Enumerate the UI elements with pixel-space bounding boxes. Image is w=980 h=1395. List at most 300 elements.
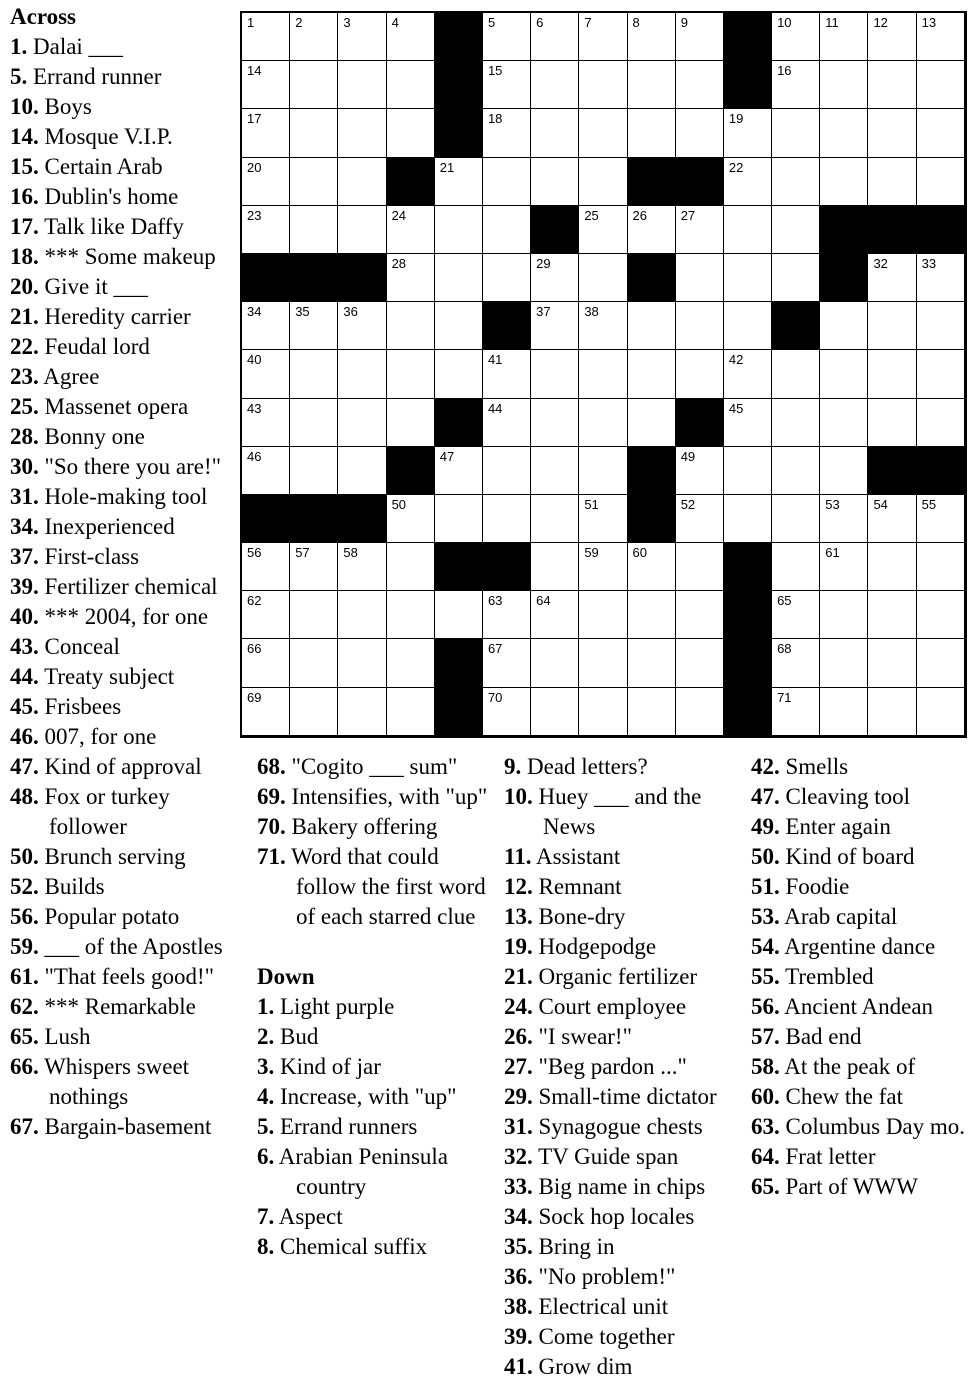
grid-cell[interactable]	[676, 591, 724, 639]
clue-text: Bone-dry	[532, 904, 626, 929]
grid-cell[interactable]	[868, 13, 916, 61]
grid-cell[interactable]	[676, 350, 724, 398]
across-clue	[10, 632, 235, 662]
grid-cell[interactable]	[868, 350, 916, 398]
grid-cell[interactable]	[772, 399, 820, 447]
cell-number: 1	[247, 15, 255, 30]
grid-cell[interactable]	[435, 591, 483, 639]
down-clue	[504, 1202, 749, 1232]
cell-number: 44	[487, 400, 503, 416]
cell-number: 69	[247, 689, 262, 705]
clue-text: Errand runners	[274, 1114, 418, 1139]
cell-number: 28	[391, 255, 407, 271]
clue-text: Treaty subject	[38, 664, 175, 689]
down-clue	[257, 1232, 497, 1262]
grid-cell[interactable]	[820, 350, 868, 398]
grid-cell[interactable]	[579, 302, 627, 350]
grid-cell[interactable]	[435, 254, 483, 302]
grid-cell[interactable]	[820, 61, 868, 109]
grid-cell[interactable]	[917, 688, 965, 736]
grid-cell[interactable]	[628, 109, 676, 157]
grid-cell[interactable]	[579, 61, 627, 109]
clue-number: 46.	[10, 724, 39, 749]
grid-cell[interactable]	[242, 350, 290, 398]
grid-cell[interactable]	[290, 206, 338, 254]
black-square	[338, 495, 386, 543]
grid-cell[interactable]	[917, 495, 965, 543]
black-square	[242, 254, 290, 302]
grid-cell[interactable]	[338, 399, 386, 447]
grid-cell[interactable]	[676, 639, 724, 687]
cell-number: 10	[777, 15, 792, 30]
clue-number: 61.	[10, 964, 39, 989]
grid-cell[interactable]	[290, 61, 338, 109]
clue-text: Arab capital	[779, 904, 898, 929]
grid-cell[interactable]	[917, 254, 965, 302]
clue-text: Enter again	[779, 814, 891, 839]
grid-cell[interactable]	[242, 591, 290, 639]
grid-cell[interactable]	[290, 302, 338, 350]
grid-cell[interactable]	[483, 350, 531, 398]
grid-cell[interactable]	[772, 495, 820, 543]
grid-cell[interactable]	[579, 688, 627, 736]
grid-cell[interactable]	[772, 13, 820, 61]
grid-cell[interactable]	[483, 109, 531, 157]
grid-cell[interactable]	[868, 399, 916, 447]
grid-cell[interactable]	[387, 302, 435, 350]
grid-cell[interactable]	[579, 158, 627, 206]
clue-number: 55.	[751, 964, 780, 989]
grid-cell[interactable]	[531, 350, 579, 398]
grid-cell[interactable]	[917, 543, 965, 591]
grid-cell[interactable]	[387, 591, 435, 639]
grid-cell[interactable]	[579, 206, 627, 254]
grid-cell[interactable]	[531, 543, 579, 591]
grid-cell[interactable]	[579, 495, 627, 543]
grid-cell[interactable]	[483, 254, 531, 302]
down-clue	[751, 1172, 976, 1202]
grid-cell[interactable]	[242, 639, 290, 687]
down-clue	[504, 992, 749, 1022]
grid-cell[interactable]	[242, 206, 290, 254]
grid-cell[interactable]	[820, 591, 868, 639]
clue-number: 71.	[257, 844, 286, 869]
grid-cell[interactable]	[338, 302, 386, 350]
clue-number: 56.	[10, 904, 39, 929]
clue-number: 34.	[10, 514, 39, 539]
grid-cell[interactable]	[917, 591, 965, 639]
grid-cell[interactable]	[868, 543, 916, 591]
clue-number: 43.	[10, 634, 39, 659]
grid-cell[interactable]	[772, 591, 820, 639]
grid-cell[interactable]	[483, 13, 531, 61]
grid-cell[interactable]	[772, 688, 820, 736]
grid-cell[interactable]	[290, 158, 338, 206]
grid-cell[interactable]	[724, 254, 772, 302]
grid-cell[interactable]	[676, 688, 724, 736]
grid-cell[interactable]	[290, 350, 338, 398]
grid-cell[interactable]	[676, 206, 724, 254]
grid-cell[interactable]	[868, 639, 916, 687]
grid-cell[interactable]	[290, 399, 338, 447]
down-clue	[257, 1052, 497, 1082]
grid-cell[interactable]	[917, 61, 965, 109]
grid-cell[interactable]	[917, 399, 965, 447]
grid-cell[interactable]	[820, 543, 868, 591]
down-clue	[257, 1202, 497, 1232]
grid-cell[interactable]	[868, 158, 916, 206]
grid-cell[interactable]	[628, 591, 676, 639]
grid-cell[interactable]	[338, 109, 386, 157]
grid-cell[interactable]	[676, 254, 724, 302]
clue-text: Feudal lord	[38, 334, 150, 359]
grid-cell[interactable]	[531, 302, 579, 350]
grid-cell[interactable]	[820, 639, 868, 687]
grid-cell[interactable]	[628, 350, 676, 398]
across-clue	[10, 302, 235, 332]
grid-cell[interactable]	[724, 495, 772, 543]
cell-number: 13	[921, 15, 937, 30]
grid-cell[interactable]	[868, 591, 916, 639]
clue-number: 20.	[10, 274, 39, 299]
grid-cell[interactable]	[772, 158, 820, 206]
cell-number: 16	[777, 63, 792, 79]
grid-cell[interactable]	[531, 495, 579, 543]
grid-cell[interactable]	[387, 254, 435, 302]
clue-text: *** 2004, for one	[38, 604, 209, 629]
grid-cell[interactable]	[483, 688, 531, 736]
grid-cell[interactable]	[579, 350, 627, 398]
grid-cell[interactable]	[483, 61, 531, 109]
cell-number: 64	[536, 593, 551, 609]
grid-cell[interactable]	[724, 158, 772, 206]
grid-cell[interactable]	[772, 109, 820, 157]
grid-cell[interactable]	[724, 302, 772, 350]
grid-cell[interactable]	[387, 688, 435, 736]
grid-cell[interactable]	[290, 688, 338, 736]
grid-cell[interactable]	[676, 543, 724, 591]
grid-cell[interactable]	[917, 302, 965, 350]
grid-cell[interactable]	[628, 61, 676, 109]
across-clue	[10, 92, 235, 122]
clue-number: 35.	[504, 1234, 533, 1259]
grid-cell[interactable]	[483, 399, 531, 447]
grid-cell[interactable]	[387, 13, 435, 61]
clue-column-3	[751, 752, 976, 1202]
clue-text: Mosque V.I.P.	[38, 124, 173, 149]
black-square	[820, 254, 868, 302]
grid-cell[interactable]	[820, 399, 868, 447]
grid-cell[interactable]	[435, 350, 483, 398]
grid-cell[interactable]	[820, 447, 868, 495]
grid-cell[interactable]	[917, 350, 965, 398]
grid-cell[interactable]	[242, 543, 290, 591]
grid-cell[interactable]	[724, 350, 772, 398]
clue-text: Come together	[532, 1324, 675, 1349]
grid-cell[interactable]	[579, 639, 627, 687]
clue-number: 15.	[10, 154, 39, 179]
clue-number: 70.	[257, 814, 286, 839]
clue-number: 68.	[257, 754, 286, 779]
down-clues-part-1	[257, 992, 497, 1262]
grid-cell[interactable]	[772, 254, 820, 302]
grid-cell[interactable]	[628, 639, 676, 687]
cell-number: 60	[632, 545, 647, 561]
across-clue	[10, 32, 235, 62]
grid-cell[interactable]	[772, 206, 820, 254]
down-clue	[751, 782, 976, 812]
grid-cell[interactable]	[676, 447, 724, 495]
down-clue	[504, 1322, 749, 1352]
grid-cell[interactable]	[579, 591, 627, 639]
clue-text: Brunch serving	[38, 844, 186, 869]
grid-cell[interactable]	[338, 639, 386, 687]
grid-cell[interactable]	[290, 543, 338, 591]
grid-cell[interactable]	[868, 109, 916, 157]
grid-cell[interactable]	[242, 302, 290, 350]
grid-cell[interactable]	[579, 109, 627, 157]
grid-cell[interactable]	[531, 109, 579, 157]
grid-cell[interactable]	[387, 399, 435, 447]
grid-cell[interactable]	[242, 109, 290, 157]
grid-cell[interactable]	[242, 688, 290, 736]
grid-cell[interactable]	[628, 543, 676, 591]
grid-cell[interactable]	[338, 158, 386, 206]
cell-number: 70	[487, 689, 503, 705]
across-clue-list	[10, 2, 235, 1142]
grid-cell[interactable]	[724, 447, 772, 495]
down-clue	[504, 1142, 749, 1172]
across-clue	[10, 272, 235, 302]
clue-text: Sock hop locales	[532, 1204, 695, 1229]
grid-cell[interactable]	[531, 399, 579, 447]
grid-cell[interactable]	[242, 61, 290, 109]
grid-cell[interactable]	[579, 13, 627, 61]
down-clue	[257, 1112, 497, 1142]
grid-cell[interactable]	[242, 13, 290, 61]
grid-cell[interactable]	[868, 254, 916, 302]
grid-cell[interactable]	[676, 495, 724, 543]
clue-text: Organic fertilizer	[532, 964, 698, 989]
cell-number: 9	[680, 15, 688, 30]
across-clue	[10, 1052, 235, 1112]
cell-number: 57	[295, 545, 310, 561]
grid-cell[interactable]	[290, 591, 338, 639]
grid-cell[interactable]	[676, 13, 724, 61]
grid-cell[interactable]	[290, 109, 338, 157]
cell-number: 40	[247, 352, 262, 368]
grid-cell[interactable]	[868, 302, 916, 350]
clue-text: "That feels good!"	[38, 964, 215, 989]
grid-cell[interactable]	[387, 543, 435, 591]
black-square	[435, 61, 483, 109]
cell-number: 65	[777, 593, 792, 609]
across-clues	[10, 32, 235, 1142]
grid-cell[interactable]	[338, 61, 386, 109]
grid-cell[interactable]	[531, 447, 579, 495]
grid-cell[interactable]	[435, 158, 483, 206]
grid-cell[interactable]	[483, 447, 531, 495]
grid-cell[interactable]	[435, 495, 483, 543]
grid-cell[interactable]	[290, 447, 338, 495]
grid-cell[interactable]	[338, 206, 386, 254]
grid-cell[interactable]	[242, 158, 290, 206]
grid-cell[interactable]	[868, 495, 916, 543]
grid-cell[interactable]	[387, 206, 435, 254]
across-clue	[10, 62, 235, 92]
grid-cell[interactable]	[531, 61, 579, 109]
grid-cell[interactable]	[387, 350, 435, 398]
grid-cell[interactable]	[772, 543, 820, 591]
grid-cell[interactable]	[676, 302, 724, 350]
grid-cell[interactable]	[772, 61, 820, 109]
clue-number: 37.	[10, 544, 39, 569]
grid-cell[interactable]	[676, 109, 724, 157]
across-clue	[10, 962, 235, 992]
grid-cell[interactable]	[917, 158, 965, 206]
across-clue	[10, 152, 235, 182]
grid-cell[interactable]	[531, 158, 579, 206]
cell-number: 49	[680, 448, 696, 464]
grid-cell[interactable]	[338, 591, 386, 639]
grid-cell[interactable]	[531, 254, 579, 302]
grid-cell[interactable]	[338, 688, 386, 736]
grid-cell[interactable]	[868, 61, 916, 109]
clue-text: Talk like Daffy	[38, 214, 184, 239]
black-square	[435, 109, 483, 157]
grid-cell[interactable]	[338, 350, 386, 398]
cell-number: 59	[584, 545, 599, 561]
grid-cell[interactable]	[483, 158, 531, 206]
grid-cell[interactable]	[435, 447, 483, 495]
down-clue	[504, 1262, 749, 1292]
down-clue	[504, 1112, 749, 1142]
clue-text: Huey ___ and the News	[532, 784, 702, 839]
cell-number: 62	[247, 593, 262, 609]
grid-cell[interactable]	[579, 447, 627, 495]
grid-cell[interactable]	[242, 399, 290, 447]
grid-cell[interactable]	[676, 61, 724, 109]
grid-cell[interactable]	[483, 495, 531, 543]
down-clue	[751, 902, 976, 932]
grid-cell[interactable]	[290, 639, 338, 687]
grid-cell[interactable]	[724, 399, 772, 447]
grid-cell[interactable]	[579, 543, 627, 591]
across-clue	[10, 752, 235, 782]
grid-cell[interactable]	[242, 447, 290, 495]
grid-cell[interactable]	[917, 13, 965, 61]
across-clue	[10, 842, 235, 872]
grid-cell[interactable]	[387, 495, 435, 543]
cell-number: 7	[584, 15, 592, 30]
cell-number: 2	[295, 15, 303, 30]
grid-cell[interactable]	[628, 13, 676, 61]
grid-cell[interactable]	[387, 109, 435, 157]
cell-number: 33	[921, 255, 937, 271]
grid-cell[interactable]	[579, 399, 627, 447]
clue-text: Synagogue chests	[532, 1114, 703, 1139]
cell-number: 30	[632, 255, 647, 271]
clue-text: Agree	[38, 364, 100, 389]
grid-cell[interactable]	[483, 206, 531, 254]
down-clue	[504, 1082, 749, 1112]
clue-number: 56.	[751, 994, 780, 1019]
grid-cell[interactable]	[820, 495, 868, 543]
grid-cell[interactable]	[435, 302, 483, 350]
grid-cell[interactable]	[724, 206, 772, 254]
grid-cell[interactable]	[820, 109, 868, 157]
clue-number: 49.	[751, 814, 780, 839]
grid-cell[interactable]	[724, 109, 772, 157]
clue-text: Bud	[274, 1024, 319, 1049]
grid-cell[interactable]	[531, 639, 579, 687]
grid-cell[interactable]	[820, 688, 868, 736]
grid-cell[interactable]	[820, 302, 868, 350]
grid-cell[interactable]	[531, 591, 579, 639]
grid-cell[interactable]	[387, 639, 435, 687]
across-clue	[10, 482, 235, 512]
across-clue	[10, 1112, 235, 1142]
grid-cell[interactable]	[628, 302, 676, 350]
clue-text: TV Guide span	[532, 1144, 679, 1169]
down-clue	[504, 872, 749, 902]
clue-text: Court employee	[532, 994, 687, 1019]
clue-number: 64.	[751, 1144, 780, 1169]
grid-cell[interactable]	[628, 399, 676, 447]
across-clue	[10, 542, 235, 572]
clue-number: 31.	[504, 1114, 533, 1139]
clue-number: 50.	[751, 844, 780, 869]
cell-number: 54	[873, 496, 888, 512]
clue-number: 5.	[10, 64, 28, 89]
grid-cell[interactable]	[435, 206, 483, 254]
clue-column-2	[504, 752, 749, 1382]
grid-cell[interactable]	[483, 591, 531, 639]
grid-cell[interactable]	[338, 447, 386, 495]
clue-number: 25.	[10, 394, 39, 419]
clue-text: Bring in	[532, 1234, 615, 1259]
down-clue	[751, 932, 976, 962]
grid-cell[interactable]	[628, 688, 676, 736]
clue-text: Argentine dance	[779, 934, 936, 959]
grid-cell[interactable]	[531, 688, 579, 736]
cell-number: 20	[247, 159, 262, 175]
grid-cell[interactable]	[387, 61, 435, 109]
grid-cell[interactable]	[772, 350, 820, 398]
grid-cell[interactable]	[483, 639, 531, 687]
grid-cell[interactable]	[628, 206, 676, 254]
down-clue	[751, 1112, 976, 1142]
grid-cell[interactable]	[531, 13, 579, 61]
grid-cell[interactable]	[917, 639, 965, 687]
grid-cell[interactable]	[290, 13, 338, 61]
grid-cell[interactable]	[338, 13, 386, 61]
clue-text: Foodie	[779, 874, 850, 899]
cell-number: 15	[487, 63, 503, 79]
grid-cell[interactable]	[579, 254, 627, 302]
grid-cell[interactable]	[772, 639, 820, 687]
grid-cell[interactable]	[820, 13, 868, 61]
clue-number: 12.	[504, 874, 533, 899]
grid-cell[interactable]	[338, 543, 386, 591]
grid-cell[interactable]	[820, 158, 868, 206]
grid-cell[interactable]	[772, 447, 820, 495]
across-clue	[10, 212, 235, 242]
clue-text: "I swear!"	[532, 1024, 632, 1049]
grid-cell[interactable]	[868, 688, 916, 736]
cell-number: 67	[487, 641, 503, 657]
grid-cell[interactable]	[917, 109, 965, 157]
